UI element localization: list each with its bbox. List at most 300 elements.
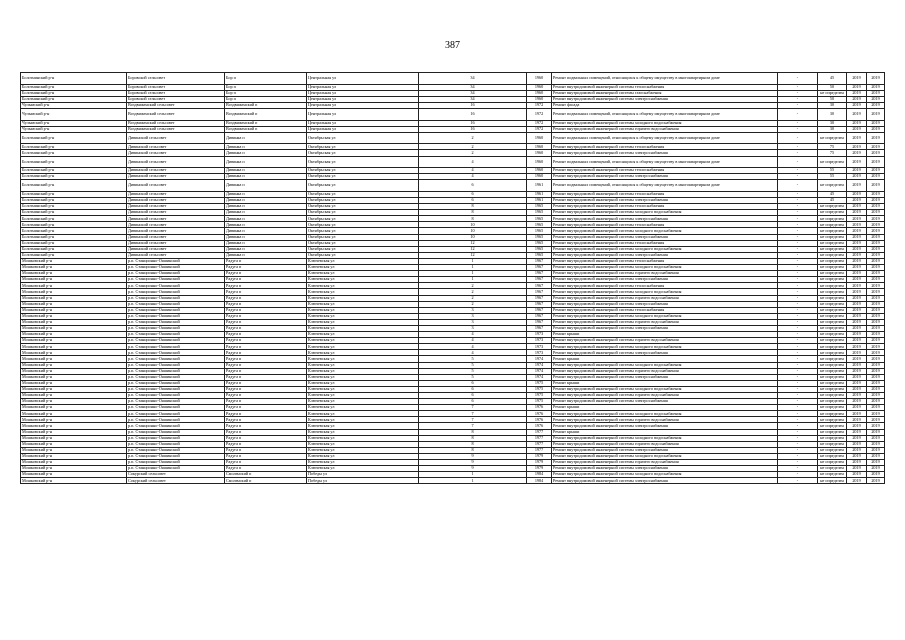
dash-cell: - (778, 174, 818, 180)
dash-cell: - (778, 417, 818, 423)
district-cell: Болотнинский р-н (21, 180, 127, 192)
plan-year-end-cell: 2019 (867, 191, 885, 197)
cost-cell: не определен (818, 380, 847, 386)
year-built-cell: 1967 (527, 313, 552, 319)
year-built-cell: 1967 (527, 265, 552, 271)
house-number-cell: 10 (419, 228, 527, 234)
dash-cell: - (778, 405, 818, 411)
cost-cell: не определен (818, 246, 847, 252)
locality-cell: Радуга п (225, 325, 307, 331)
house-number-cell: 16 (419, 120, 527, 126)
street-cell: Ключевская ул (307, 374, 419, 380)
district-cell: Чулымский р-н (21, 120, 127, 126)
dash-cell: - (778, 204, 818, 210)
street-cell: Ключевская ул (307, 289, 419, 295)
year-built-cell: 1967 (527, 301, 552, 307)
dash-cell: - (778, 350, 818, 356)
plan-year-start-cell: 2019 (847, 356, 867, 362)
cost-cell: не определен (818, 429, 847, 435)
locality-cell: Радуга п (225, 386, 307, 392)
settlement-cell: р.п. Станционно-Ояшинский (127, 289, 225, 295)
street-cell: Ключевская ул (307, 307, 419, 313)
work-type-cell: Ремонт внутридомовой инженерной системы горячего водоснабжения (552, 393, 778, 399)
settlement-cell: р.п. Станционно-Ояшинский (127, 295, 225, 301)
cost-cell: не определен (818, 374, 847, 380)
district-cell: Мошковский р-н (21, 441, 127, 447)
district-cell: Болотнинский р-н (21, 204, 127, 210)
cost-cell: 75 (818, 150, 847, 156)
year-built-cell: 1973 (527, 338, 552, 344)
year-built-cell: 1960 (527, 150, 552, 156)
district-cell: Мошковский р-н (21, 277, 127, 283)
settlement-cell: Дивинский сельсовет (127, 228, 225, 234)
street-cell: Октябрьская ул (307, 191, 419, 197)
plan-year-end-cell: 2019 (867, 271, 885, 277)
district-cell: Болотнинский р-н (21, 198, 127, 204)
plan-year-end-cell: 2019 (867, 96, 885, 102)
district-cell: Мошковский р-н (21, 399, 127, 405)
plan-year-end-cell: 2019 (867, 325, 885, 331)
year-built-cell: 1965 (527, 234, 552, 240)
house-number-cell: 5 (419, 356, 527, 362)
plan-year-end-cell: 2019 (867, 441, 885, 447)
street-cell: Ключевская ул (307, 332, 419, 338)
cost-cell: 55 (818, 174, 847, 180)
table-row (21, 180, 885, 192)
locality-cell: Радуга п (225, 295, 307, 301)
street-cell: Ключевская ул (307, 283, 419, 289)
work-type-cell: Ремонт внутридомовой инженерной системы электроснабжения (552, 447, 778, 453)
year-built-cell: 1976 (527, 405, 552, 411)
cost-cell: 50 (818, 84, 847, 90)
work-type-cell: Ремонт внутридомовой инженерной системы электроснабжения (552, 150, 778, 156)
settlement-cell: р.п. Станционно-Ояшинский (127, 460, 225, 466)
work-type-cell: Ремонт внутридомовой инженерной системы электроснабжения (552, 325, 778, 331)
work-type-cell: Ремонт внутридомовой инженерной системы холодного водоснабжения (552, 289, 778, 295)
street-cell: Октябрьская ул (307, 240, 419, 246)
district-cell: Мошковский р-н (21, 478, 127, 484)
street-cell: Октябрьская ул (307, 204, 419, 210)
dash-cell: - (778, 313, 818, 319)
year-built-cell: 1967 (527, 319, 552, 325)
locality-cell: Воздвиженский п (225, 126, 307, 132)
year-built-cell: 1975 (527, 386, 552, 392)
house-number-cell: 5 (419, 362, 527, 368)
plan-year-start-cell: 2019 (847, 271, 867, 277)
locality-cell: Бор п (225, 84, 307, 90)
district-cell: Мошковский р-н (21, 411, 127, 417)
dash-cell: - (778, 108, 818, 120)
plan-year-end-cell: 2019 (867, 198, 885, 204)
house-number-cell: 16 (419, 102, 527, 108)
repair-schedule-table-wrap (20, 72, 884, 484)
work-type-cell: Ремонт внутридомовой инженерной системы теплоснабжения (552, 307, 778, 313)
year-built-cell: 1960 (527, 156, 552, 168)
dash-cell: - (778, 368, 818, 374)
work-type-cell: Ремонт внутридомовой инженерной системы теплоснабжения (552, 204, 778, 210)
house-number-cell: 4 (419, 338, 527, 344)
plan-year-start-cell: 2019 (847, 460, 867, 466)
locality-cell: Радуга п (225, 265, 307, 271)
plan-year-start-cell: 2019 (847, 405, 867, 411)
work-type-cell: Ремонт подвальных помещений, относящихся к общему имуществу в многоквартирном доме (552, 132, 778, 144)
plan-year-start-cell: 2019 (847, 210, 867, 216)
plan-year-end-cell: 2019 (867, 240, 885, 246)
year-built-cell: 1965 (527, 240, 552, 246)
plan-year-start-cell: 2019 (847, 466, 867, 472)
plan-year-start-cell: 2019 (847, 368, 867, 374)
street-cell: Ключевская ул (307, 453, 419, 459)
settlement-cell: Дивинский сельсовет (127, 234, 225, 240)
house-number-cell: 6 (419, 198, 527, 204)
cost-cell: не определен (818, 313, 847, 319)
plan-year-start-cell: 2019 (847, 307, 867, 313)
year-built-cell: 1967 (527, 289, 552, 295)
plan-year-end-cell: 2019 (867, 234, 885, 240)
locality-cell: Радуга п (225, 307, 307, 313)
work-type-cell: Ремонт крыши (552, 405, 778, 411)
house-number-cell: 8 (419, 429, 527, 435)
district-cell: Болотнинский р-н (21, 132, 127, 144)
plan-year-end-cell: 2019 (867, 429, 885, 435)
plan-year-end-cell: 2019 (867, 246, 885, 252)
street-cell: Октябрьская ул (307, 198, 419, 204)
dash-cell: - (778, 271, 818, 277)
dash-cell: - (778, 240, 818, 246)
year-built-cell: 1960 (527, 144, 552, 150)
work-type-cell: Ремонт внутридомовой инженерной системы электроснабжения (552, 478, 778, 484)
plan-year-start-cell: 2019 (847, 453, 867, 459)
cost-cell: не определен (818, 271, 847, 277)
year-built-cell: 1965 (527, 216, 552, 222)
district-cell: Болотнинский р-н (21, 174, 127, 180)
work-type-cell: Ремонт внутридомовой инженерной системы горячего водоснабжения (552, 460, 778, 466)
cost-cell: не определен (818, 277, 847, 283)
dash-cell: - (778, 132, 818, 144)
locality-cell: Радуга п (225, 453, 307, 459)
locality-cell: Смоленский п (225, 472, 307, 478)
settlement-cell: Дивинский сельсовет (127, 132, 225, 144)
street-cell: Победы ул (307, 478, 419, 484)
plan-year-end-cell: 2019 (867, 447, 885, 453)
plan-year-end-cell: 2019 (867, 204, 885, 210)
dash-cell: - (778, 168, 818, 174)
settlement-cell: Дивинский сельсовет (127, 144, 225, 150)
dash-cell: - (778, 301, 818, 307)
district-cell: Болотнинский р-н (21, 156, 127, 168)
plan-year-start-cell: 2019 (847, 204, 867, 210)
work-type-cell: Ремонт внутридомовой инженерной системы электроснабжения (552, 423, 778, 429)
plan-year-start-cell: 2019 (847, 108, 867, 120)
plan-year-end-cell: 2019 (867, 393, 885, 399)
work-type-cell: Ремонт внутридомовой инженерной системы холодного водоснабжения (552, 453, 778, 459)
locality-cell: Радуга п (225, 338, 307, 344)
district-cell: Болотнинский р-н (21, 191, 127, 197)
year-built-cell: 1977 (527, 441, 552, 447)
plan-year-start-cell: 2019 (847, 374, 867, 380)
plan-year-start-cell: 2019 (847, 96, 867, 102)
dash-cell: - (778, 289, 818, 295)
plan-year-start-cell: 2019 (847, 472, 867, 478)
house-number-cell: 16 (419, 126, 527, 132)
settlement-cell: р.п. Станционно-Ояшинский (127, 447, 225, 453)
cost-cell: 45 (818, 198, 847, 204)
cost-cell: не определен (818, 156, 847, 168)
year-built-cell: 1965 (527, 228, 552, 234)
house-number-cell: 9 (419, 466, 527, 472)
district-cell: Болотнинский р-н (21, 168, 127, 174)
locality-cell: Дивинка п (225, 246, 307, 252)
settlement-cell: р.п. Станционно-Ояшинский (127, 399, 225, 405)
settlement-cell: Дивинский сельсовет (127, 150, 225, 156)
plan-year-start-cell: 2019 (847, 234, 867, 240)
dash-cell: - (778, 144, 818, 150)
plan-year-end-cell: 2019 (867, 289, 885, 295)
cost-cell: не определен (818, 399, 847, 405)
locality-cell: Дивинка п (225, 156, 307, 168)
house-number-cell: 10 (419, 222, 527, 228)
street-cell: Ключевская ул (307, 386, 419, 392)
work-type-cell: Ремонт внутридомовой инженерной системы холодного водоснабжения (552, 472, 778, 478)
cost-cell: не определен (818, 393, 847, 399)
plan-year-end-cell: 2019 (867, 417, 885, 423)
year-built-cell: 1974 (527, 368, 552, 374)
work-type-cell: Ремонт внутридомовой инженерной системы теплоснабжения (552, 168, 778, 174)
dash-cell: - (778, 380, 818, 386)
plan-year-end-cell: 2019 (867, 368, 885, 374)
plan-year-start-cell: 2019 (847, 295, 867, 301)
plan-year-start-cell: 2019 (847, 435, 867, 441)
settlement-cell: р.п. Станционно-Ояшинский (127, 356, 225, 362)
settlement-cell: р.п. Станционно-Ояшинский (127, 307, 225, 313)
house-number-cell: 9 (419, 453, 527, 459)
street-cell: Ключевская ул (307, 271, 419, 277)
plan-year-end-cell: 2019 (867, 356, 885, 362)
dash-cell: - (778, 277, 818, 283)
year-built-cell: 1961 (527, 198, 552, 204)
plan-year-end-cell: 2019 (867, 132, 885, 144)
locality-cell: Радуга п (225, 258, 307, 264)
dash-cell: - (778, 386, 818, 392)
locality-cell: Дивинка п (225, 174, 307, 180)
district-cell: Мошковский р-н (21, 356, 127, 362)
plan-year-start-cell: 2019 (847, 240, 867, 246)
house-number-cell: 7 (419, 423, 527, 429)
table-row (21, 108, 885, 120)
street-cell: Центральная ул (307, 90, 419, 96)
work-type-cell: Ремонт внутридомовой инженерной системы холодного водоснабжения (552, 435, 778, 441)
cost-cell: не определен (818, 301, 847, 307)
dash-cell: - (778, 228, 818, 234)
work-type-cell: Ремонт внутридомовой инженерной системы теплоснабжения (552, 84, 778, 90)
locality-cell: Дивинка п (225, 144, 307, 150)
settlement-cell: р.п. Станционно-Ояшинский (127, 338, 225, 344)
house-number-cell: 7 (419, 411, 527, 417)
street-cell: Ключевская ул (307, 429, 419, 435)
plan-year-start-cell: 2019 (847, 277, 867, 283)
work-type-cell: Ремонт крыши (552, 356, 778, 362)
district-cell: Болотнинский р-н (21, 240, 127, 246)
house-number-cell: 5 (419, 368, 527, 374)
cost-cell: 30 (818, 126, 847, 132)
cost-cell: не определен (818, 435, 847, 441)
house-number-cell: 34 (419, 96, 527, 102)
house-number-cell: 1 (419, 258, 527, 264)
year-built-cell: 1977 (527, 447, 552, 453)
district-cell: Болотнинский р-н (21, 84, 127, 90)
work-type-cell: Ремонт внутридомовой инженерной системы электроснабжения (552, 277, 778, 283)
cost-cell: не определен (818, 405, 847, 411)
plan-year-start-cell: 2019 (847, 246, 867, 252)
cost-cell: не определен (818, 356, 847, 362)
district-cell: Мошковский р-н (21, 453, 127, 459)
district-cell: Мошковский р-н (21, 325, 127, 331)
street-cell: Ключевская ул (307, 313, 419, 319)
year-built-cell: 1967 (527, 283, 552, 289)
plan-year-start-cell: 2019 (847, 289, 867, 295)
plan-year-start-cell: 2019 (847, 156, 867, 168)
street-cell: Ключевская ул (307, 258, 419, 264)
locality-cell: Дивинка п (225, 191, 307, 197)
district-cell: Мошковский р-н (21, 307, 127, 313)
plan-year-start-cell: 2019 (847, 126, 867, 132)
street-cell: Победы ул (307, 472, 419, 478)
plan-year-end-cell: 2019 (867, 313, 885, 319)
street-cell: Ключевская ул (307, 265, 419, 271)
year-built-cell: 1974 (527, 356, 552, 362)
house-number-cell: 12 (419, 252, 527, 258)
settlement-cell: р.п. Станционно-Ояшинский (127, 417, 225, 423)
locality-cell: Радуга п (225, 466, 307, 472)
work-type-cell: Ремонт фасада (552, 102, 778, 108)
settlement-cell: Дивинский сельсовет (127, 204, 225, 210)
work-type-cell: Ремонт внутридомовой инженерной системы холодного водоснабжения (552, 210, 778, 216)
plan-year-start-cell: 2019 (847, 380, 867, 386)
dash-cell: - (778, 307, 818, 313)
dash-cell: - (778, 472, 818, 478)
plan-year-end-cell: 2019 (867, 295, 885, 301)
cost-cell: 45 (818, 73, 847, 85)
house-number-cell: 2 (419, 295, 527, 301)
locality-cell: Дивинка п (225, 180, 307, 192)
house-number-cell: 2 (419, 132, 527, 144)
dash-cell: - (778, 102, 818, 108)
dash-cell: - (778, 283, 818, 289)
year-built-cell: 1960 (527, 168, 552, 174)
work-type-cell: Ремонт внутридомовой инженерной системы горячего водоснабжения (552, 319, 778, 325)
street-cell: Октябрьская ул (307, 174, 419, 180)
settlement-cell: р.п. Станционно-Ояшинский (127, 405, 225, 411)
cost-cell: не определен (818, 216, 847, 222)
plan-year-end-cell: 2019 (867, 350, 885, 356)
dash-cell: - (778, 126, 818, 132)
work-type-cell: Ремонт внутридомовой инженерной системы горячего водоснабжения (552, 368, 778, 374)
street-cell: Октябрьская ул (307, 156, 419, 168)
cost-cell: не определен (818, 90, 847, 96)
cost-cell: не определен (818, 411, 847, 417)
house-number-cell: 2 (419, 144, 527, 150)
plan-year-start-cell: 2019 (847, 344, 867, 350)
district-cell: Мошковский р-н (21, 429, 127, 435)
locality-cell: Радуга п (225, 417, 307, 423)
street-cell: Ключевская ул (307, 277, 419, 283)
district-cell: Мошковский р-н (21, 466, 127, 472)
work-type-cell: Ремонт внутридомовой инженерной системы электроснабжения (552, 350, 778, 356)
settlement-cell: р.п. Станционно-Ояшинский (127, 283, 225, 289)
locality-cell: Бор п (225, 90, 307, 96)
house-number-cell: 6 (419, 399, 527, 405)
house-number-cell: 8 (419, 441, 527, 447)
district-cell: Мошковский р-н (21, 368, 127, 374)
cost-cell: 50 (818, 96, 847, 102)
cost-cell: не определен (818, 478, 847, 484)
plan-year-start-cell: 2019 (847, 191, 867, 197)
district-cell: Мошковский р-н (21, 332, 127, 338)
plan-year-end-cell: 2019 (867, 460, 885, 466)
plan-year-start-cell: 2019 (847, 84, 867, 90)
house-number-cell: 34 (419, 73, 527, 85)
locality-cell: Радуга п (225, 313, 307, 319)
dash-cell: - (778, 156, 818, 168)
district-cell: Мошковский р-н (21, 313, 127, 319)
table-row (21, 73, 885, 85)
locality-cell: Радуга п (225, 368, 307, 374)
locality-cell: Дивинка п (225, 216, 307, 222)
cost-cell: 30 (818, 108, 847, 120)
work-type-cell: Ремонт внутридомовой инженерной системы холодного водоснабжения (552, 313, 778, 319)
plan-year-end-cell: 2019 (867, 156, 885, 168)
street-cell: Ключевская ул (307, 423, 419, 429)
work-type-cell: Ремонт внутридомовой инженерной системы горячего водоснабжения (552, 271, 778, 277)
house-number-cell: 1 (419, 478, 527, 484)
district-cell: Мошковский р-н (21, 344, 127, 350)
district-cell: Болотнинский р-н (21, 222, 127, 228)
house-number-cell: 4 (419, 350, 527, 356)
settlement-cell: Боровской сельсовет (127, 96, 225, 102)
plan-year-end-cell: 2019 (867, 222, 885, 228)
year-built-cell: 1979 (527, 466, 552, 472)
cost-cell: не определен (818, 338, 847, 344)
work-type-cell: Ремонт внутридомовой инженерной системы горячего водоснабжения (552, 417, 778, 423)
cost-cell: не определен (818, 289, 847, 295)
street-cell: Октябрьская ул (307, 228, 419, 234)
cost-cell: не определен (818, 234, 847, 240)
work-type-cell: Ремонт внутридомовой инженерной системы электроснабжения (552, 216, 778, 222)
plan-year-end-cell: 2019 (867, 380, 885, 386)
cost-cell: не определен (818, 295, 847, 301)
plan-year-end-cell: 2019 (867, 210, 885, 216)
house-number-cell: 8 (419, 210, 527, 216)
dash-cell: - (778, 210, 818, 216)
locality-cell: Воздвиженский п (225, 120, 307, 126)
year-built-cell: 1967 (527, 325, 552, 331)
house-number-cell: 12 (419, 240, 527, 246)
settlement-cell: Дивинский сельсовет (127, 246, 225, 252)
plan-year-start-cell: 2019 (847, 132, 867, 144)
settlement-cell: р.п. Станционно-Ояшинский (127, 435, 225, 441)
dash-cell: - (778, 356, 818, 362)
cost-cell: не определен (818, 180, 847, 192)
work-type-cell: Ремонт внутридомовой инженерной системы холодного водоснабжения (552, 120, 778, 126)
dash-cell: - (778, 252, 818, 258)
work-type-cell: Ремонт внутридомовой инженерной системы холодного водоснабжения (552, 228, 778, 234)
work-type-cell: Ремонт внутридомовой инженерной системы горячего водоснабжения (552, 295, 778, 301)
cost-cell: не определен (818, 441, 847, 447)
year-built-cell: 1967 (527, 258, 552, 264)
plan-year-start-cell: 2019 (847, 447, 867, 453)
house-number-cell: 1 (419, 265, 527, 271)
plan-year-start-cell: 2019 (847, 399, 867, 405)
